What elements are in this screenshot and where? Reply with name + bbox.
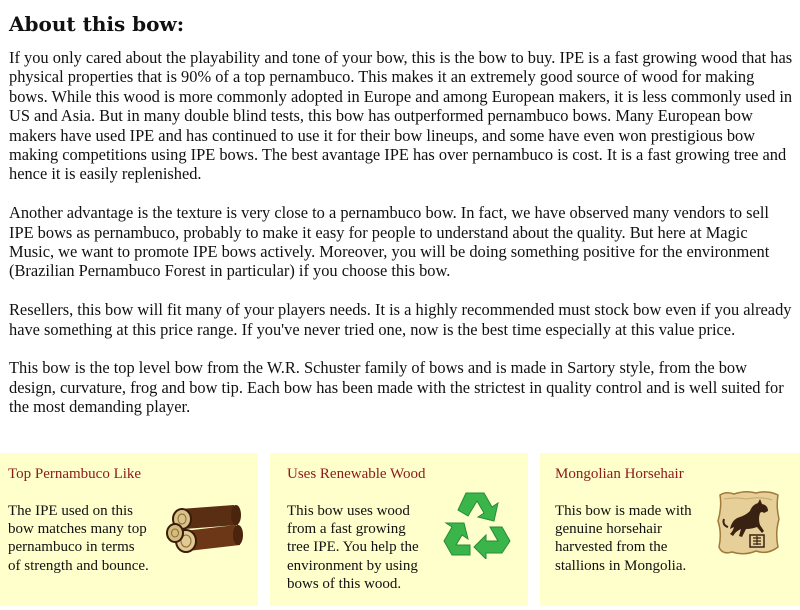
section-heading: About this bow: <box>9 12 185 36</box>
recycle-icon <box>440 489 514 559</box>
horse-stamp-icon <box>716 489 782 557</box>
description-paragraph: Another advantage is the texture is very close to a pernambuco bow. In fact, we have observed many vendors to sell IPE bows as pernambuco, probably to make it easy for people to understand about the quality. But here at Magic Music, we want to promote IPE bows actively. Moreover, you will be doing something positive for the environment (Brazilian Pernambuco Forest in particular) if you choose this bow. <box>9 203 770 281</box>
description-paragraph: Resellers, this bow will fit many of your players needs. It is a highly recommended must stock bow even if you already have something at this price range. If you've never tried one, now is the best time especially at this value price. <box>9 300 792 339</box>
feature-title: Uses Renewable Wood <box>287 466 426 482</box>
feature-text-line: The IPE used on this <box>8 503 133 519</box>
feature-text-line: harvested from the <box>555 539 668 556</box>
feature-text-line: stallions in Mongolia. <box>555 557 687 574</box>
feature-box-renewable <box>270 453 528 606</box>
feature-title: Top Pernambuco Like <box>8 466 142 482</box>
description-body <box>9 48 795 436</box>
feature-text-line: from a fast growing <box>287 521 406 538</box>
wood-logs-icon <box>166 503 244 555</box>
feature-text-line: pernambuco in terms <box>8 539 135 556</box>
feature-text <box>555 502 692 575</box>
description-paragraph: If you only cared about the playability and tone of your bow, this is the bow to buy. IPE is a fast growing wood that has physical properties that is 90% of a top pernambuco. This makes it an extremely good source of wood for making bows. While this wood is more commonly adopted in Europe and among European makers, it is less commonly used in US and Asia. But in many double blind tests, this bow has outperformed pernambuco bows. Many European bow makers have used IPE and has continued to use it for their bow lineups, and some have even won prestigious bow making competitions using IPE bows. The best avantage IPE has over pernambuco is cost. It is a fast growing tree and hence it is easily replenished. <box>9 48 793 184</box>
feature-box-horsehair <box>540 453 800 606</box>
description-paragraph: This bow is the top level bow from the W.R. Schuster family of bows and is made in Sartory style, from the bow design, curvature, frog and bow tip. Each bow has been made with the strictest in quality control and is well suited for the most demanding player. <box>9 358 784 417</box>
feature-text-line: bow matches many top <box>8 521 147 538</box>
feature-text <box>8 502 149 575</box>
feature-text-line: of strength and bounce. <box>8 557 149 574</box>
feature-text-line: genuine horsehair <box>555 521 663 538</box>
feature-text-line: environment by using <box>287 557 418 574</box>
feature-text-line: tree IPE. You help the <box>287 539 419 556</box>
feature-text <box>287 502 419 593</box>
feature-text-line: This bow uses wood <box>287 503 410 519</box>
feature-title: Mongolian Horsehair <box>555 466 684 482</box>
feature-box-pernambuco <box>0 453 258 606</box>
feature-text-line: This bow is made with <box>555 503 692 519</box>
feature-text-line: bows of this wood. <box>287 575 402 592</box>
